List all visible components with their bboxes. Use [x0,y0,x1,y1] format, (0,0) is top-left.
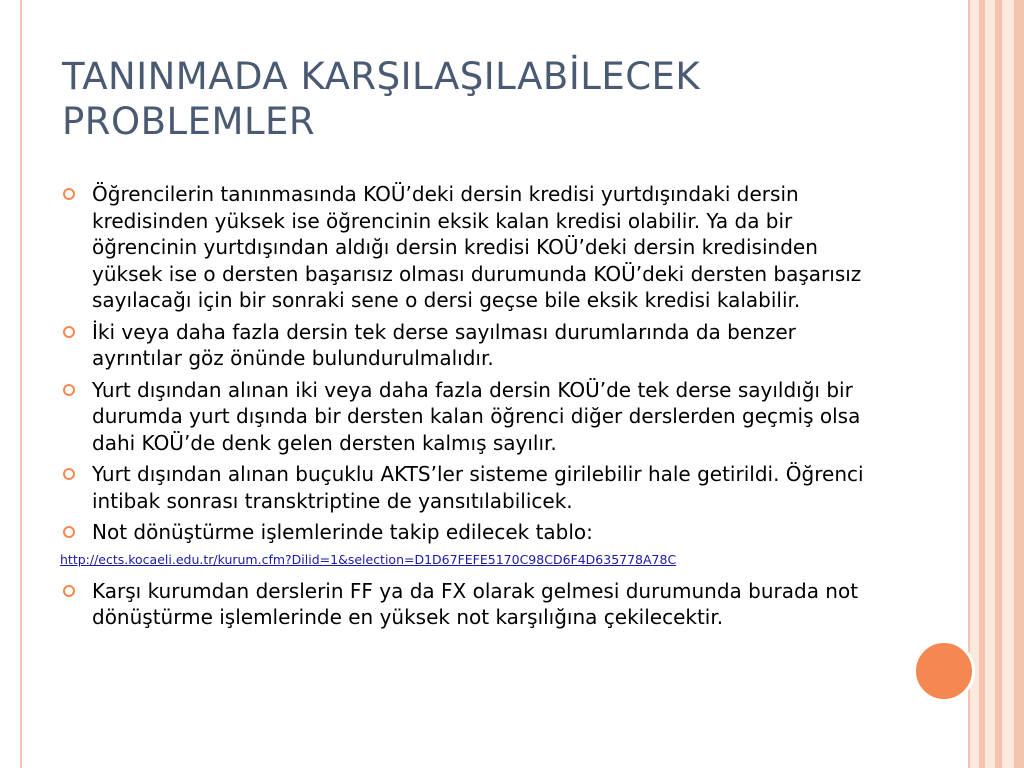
bullet-item [62,461,892,514]
title-line-2: PROBLEMLER [62,100,316,143]
stripe [985,0,995,768]
bullet-text: Öğrencilerin tanınmasında KOÜ’deki dersin kredisi yurtdışındaki dersin kredisinden yüksek ise öğrencinin eksik kalan kredisi olabilir. Ya da bir öğrencinin yurtdışından aldığı dersin kredisi KOÜ’deki dersin kredisinden yüksek ise o dersten başarısız olması durumunda KOÜ’deki dersten başarısız sayılacağı için bir sonraki sene o dersi geçse bile eksik kredisi kalabilir. [92,182,862,312]
stripe [1014,0,1024,768]
bullet-circle-icon [63,585,75,597]
accent-circle [913,640,975,702]
slide-title [62,54,882,144]
bullet-item [62,377,892,457]
decorative-stripes [970,0,1024,768]
bullet-item [62,519,892,546]
bullet-text: Not dönüştürme işlemlerinde takip edilecek tablo: [92,520,593,544]
bullet-text: Yurt dışından alınan iki veya daha fazla dersin KOÜ’de tek derse sayıldığı bir durumda yurt dışında bir dersten kalan öğrenci diğer derslerden geçmiş olsa dahi KOÜ’de denk gelen dersten kalmış sayılır. [92,377,861,455]
bullet-circle-icon [63,188,75,200]
bullet-item [62,181,892,314]
bullet-list [62,181,892,546]
bullet-text: Karşı kurumdan derslerin FF ya da FX olarak gelmesi durumunda burada not dönüştürme işlemlerinde en yüksek not karşılığına çekilecektir. [92,578,859,629]
grade-conversion-table-link[interactable]: http://ects.kocaeli.edu.tr/kurum.cfm?Dilid=1&selection=D1D67FEFE5170C98CD6F4D635778A78C [60,551,677,567]
bullet-text: Yurt dışından alınan buçuklu AKTS’ler sisteme girilebilir hale getirildi. Öğrenci intibak sonrası transktriptine de yansıtılabilicek. [92,462,864,513]
stripe [970,0,979,768]
bullet-item [62,319,892,372]
bullet-circle-icon [63,526,75,538]
bullet-list-2 [62,578,892,631]
stripe [1002,0,1014,768]
stripe [995,0,1002,768]
bullet-item [62,578,892,631]
bullet-circle-icon [63,468,75,480]
bullet-circle-icon [63,326,75,338]
bullet-text: İki veya daha fazla dersin tek derse sayılması durumlarında da benzer ayrıntılar göz önünde bulundurulmalıdır. [92,319,796,370]
title-line-1: TANINMADA KARŞILAŞILABİLECEK [62,55,701,98]
bullet-circle-icon [63,384,75,396]
slide-content [62,181,892,636]
